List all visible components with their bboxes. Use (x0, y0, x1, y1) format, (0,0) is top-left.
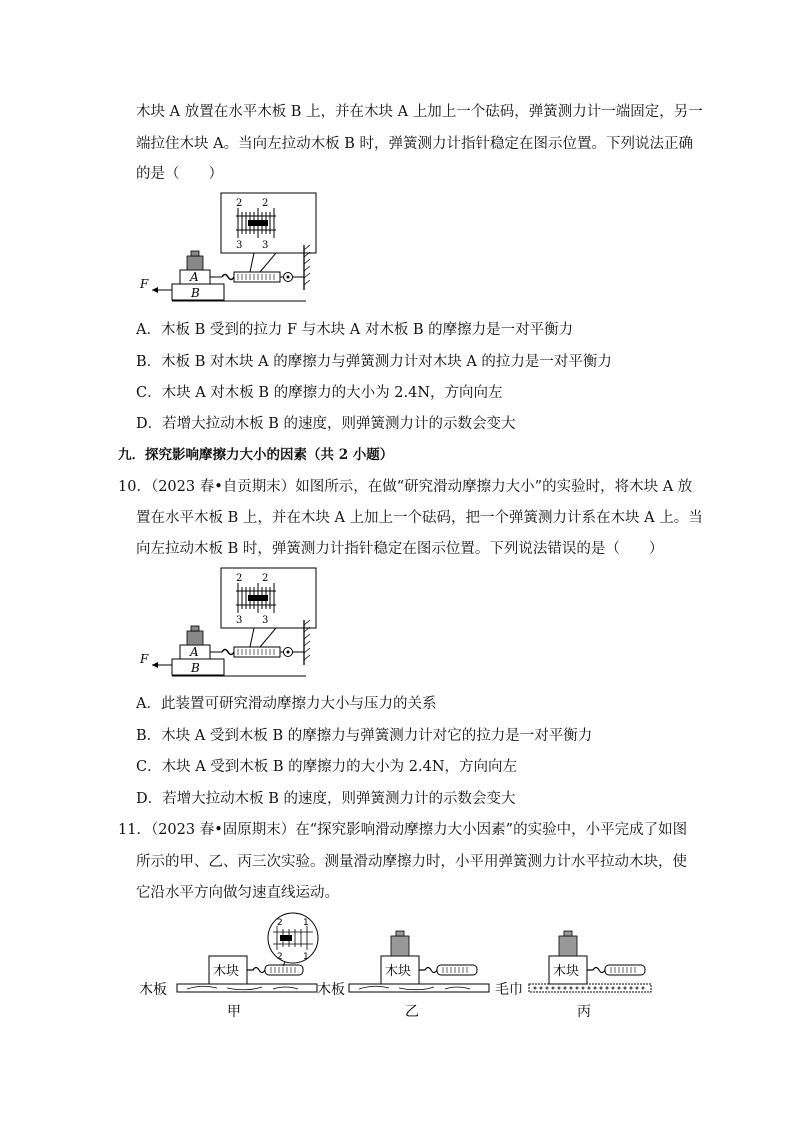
q10-option-d: D．若增大拉动木板 B 的速度，则弹簧测力计的示数会变大 (136, 791, 516, 807)
q11-caption-2: 乙 (405, 1004, 419, 1020)
q9-block-b-label: B (191, 286, 200, 300)
q10-stem-line-3: 向左拉动木板 B 时，弹簧测力计指针稳定在图示位置。下列说法错误的是（ ） (136, 541, 664, 557)
q9-tick-bottom-left: 3 (236, 240, 243, 251)
q9-stem-line-3: 的是（ ） (136, 166, 223, 182)
q9-figure (136, 190, 326, 310)
q10-force-label: F (140, 652, 149, 666)
q11-surface-1-label: 木板 (139, 982, 167, 998)
q9-option-b: B．木板 B 对木块 A 的摩擦力与弹簧测力计对木块 A 的拉力是一对平衡力 (136, 354, 612, 370)
q10-stem-line-1: 10．（2023 春•自贡期末）如图所示，在做“研究滑动摩擦力大小”的实验时，将木块 A 放 (118, 479, 693, 495)
q9-option-c: C．木块 A 对木板 B 的摩擦力的大小为 2.4N，方向向左 (136, 385, 503, 401)
q9-option-a: A．木板 B 受到的拉力 F 与木块 A 对木板 B 的摩擦力是一对平衡力 (136, 322, 574, 338)
q10-option-c: C．木块 A 受到木板 B 的摩擦力的大小为 2.4N，方向向左 (136, 759, 518, 775)
q9-tick-bottom-right: 3 (262, 240, 269, 251)
q11-stem-line-1: 11．（2023 春•固原期末）在“探究影响滑动摩擦力大小因素”的实验中，小平完成了如图 (118, 822, 688, 838)
q10-tick-bottom-left: 3 (236, 615, 243, 626)
q11-caption-1: 甲 (227, 1004, 241, 1020)
q9-force-label: F (140, 277, 149, 291)
q9-stem-line-2: 端拉住木块 A。当向左拉动木板 B 时，弹簧测力计指针稳定在图示位置。下列说法正确 (136, 136, 693, 152)
q11-gauge-tick-2: 1 (303, 918, 309, 928)
q9-stem-line-1: 木块 A 放置在水平木板 B 上，并在木块 A 上加上一个砝码，弹簧测力计一端固定，另一 (136, 104, 703, 120)
q11-gauge-tick-4: 1 (303, 952, 309, 962)
q10-block-b-label: B (191, 661, 200, 675)
q11-gauge-tick-3: 2 (277, 952, 283, 962)
q9-block-a-label: A (190, 270, 199, 284)
q10-option-a: A．此装置可研究滑动摩擦力大小与压力的关系 (136, 696, 437, 712)
q10-tick-bottom-right: 3 (262, 615, 269, 626)
q11-block-3-label: 木块 (553, 964, 580, 979)
q11-figure (135, 912, 665, 1024)
q10-block-a-label: A (190, 645, 199, 659)
q9-tick-top-right: 2 (262, 198, 269, 209)
q11-block-1-label: 木块 (213, 964, 240, 979)
q11-gauge-tick-1: 2 (277, 918, 283, 928)
q11-surface-2-label: 木板 (317, 982, 345, 998)
q11-stem-line-2: 所示的甲、乙、丙三次实验。测量滑动摩擦力时，小平用弹簧测力计水平拉动木块，使 (136, 854, 687, 870)
q10-figure (136, 565, 326, 685)
q9-tick-top-left: 2 (236, 198, 243, 209)
q10-tick-top-right: 2 (262, 573, 269, 584)
q11-stem-line-3: 它沿水平方向做匀速直线运动。 (136, 885, 339, 901)
q10-tick-top-left: 2 (236, 573, 243, 584)
q11-block-2-label: 木块 (385, 964, 412, 979)
q11-caption-3: 丙 (577, 1004, 591, 1020)
q10-stem-line-2: 置在水平木板 B 上，并在木块 A 上加上一个砝码，把一个弹簧测力计系在木块 A 上。当 (136, 510, 703, 526)
q11-surface-3-label: 毛巾 (495, 982, 523, 998)
q9-option-d: D．若增大拉动木板 B 的速度，则弹簧测力计的示数会变大 (136, 416, 516, 432)
q10-option-b: B．木块 A 受到木板 B 的摩擦力与弹簧测力计对它的拉力是一对平衡力 (136, 728, 593, 744)
section-heading: 九．探究影响摩擦力大小的因素（共 2 小题） (118, 447, 394, 463)
